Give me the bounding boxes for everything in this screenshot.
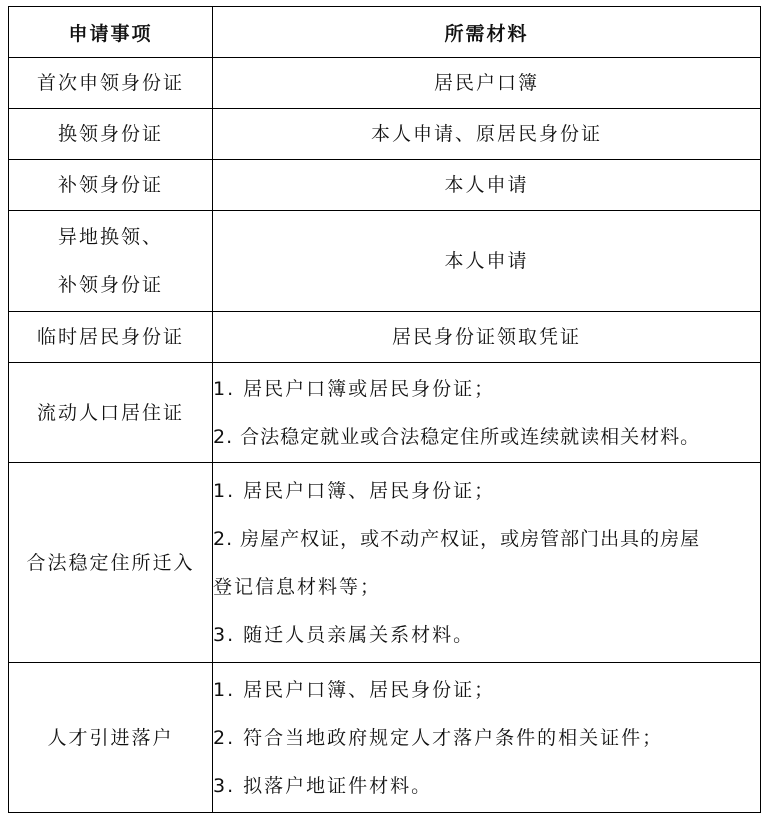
row-materials (213, 58, 761, 109)
row-item (9, 109, 213, 160)
item-text: 补领身份证 (57, 274, 163, 296)
row-item (9, 312, 213, 363)
materials-text: 1. 居民户口簿、居民身份证； (213, 678, 496, 701)
item-text: 换领身份证 (57, 123, 163, 145)
row-materials (213, 109, 761, 160)
materials-text: 居民身份证领取凭证 (391, 326, 581, 348)
row-item (9, 211, 213, 312)
row-materials (213, 663, 761, 813)
header-materials: 所需材料 (213, 7, 761, 58)
materials-text: 登记信息材料等； (213, 575, 382, 598)
header-item: 申请事项 (9, 7, 213, 58)
table-header-row (9, 7, 761, 58)
row-item (9, 160, 213, 211)
table-row (9, 363, 761, 463)
row-item (9, 463, 213, 663)
table-row (9, 211, 761, 312)
row-materials (213, 463, 761, 663)
materials-text: 居民户口簿 (433, 72, 539, 94)
materials-text: 2. 房屋产权证，或不动产权证，或房管部门出具的房屋 (213, 527, 701, 550)
table-row (9, 463, 761, 663)
materials-text: 1. 居民户口簿、居民身份证； (213, 479, 496, 502)
materials-text: 本人申请、原居民身份证 (370, 123, 602, 145)
requirements-table (8, 6, 761, 813)
item-text: 首次申领身份证 (36, 72, 184, 94)
table-row (9, 160, 761, 211)
table-row (9, 109, 761, 160)
row-materials (213, 363, 761, 463)
table-row (9, 663, 761, 813)
row-materials (213, 211, 761, 312)
materials-text: 2. 合法稳定就业或合法稳定住所或连续就读相关材料。 (213, 425, 701, 448)
materials-text: 2. 符合当地政府规定人才落户条件的相关证件； (213, 726, 664, 749)
row-materials (213, 312, 761, 363)
materials-text: 3. 拟落户地证件材料。 (213, 774, 433, 797)
item-text: 流动人口居住证 (36, 401, 184, 424)
item-text: 人才引进落户 (47, 726, 174, 749)
item-text: 补领身份证 (57, 174, 163, 196)
row-item (9, 663, 213, 813)
materials-text: 本人申请 (444, 250, 529, 272)
item-text: 合法稳定住所迁入 (26, 551, 195, 574)
materials-text: 1. 居民户口簿或居民身份证； (213, 377, 496, 400)
row-item (9, 58, 213, 109)
table-row (9, 58, 761, 109)
row-materials (213, 160, 761, 211)
materials-text: 本人申请 (444, 174, 529, 196)
materials-text: 3. 随迁人员亲属关系材料。 (213, 623, 475, 646)
item-text: 临时居民身份证 (36, 326, 184, 348)
row-item (9, 363, 213, 463)
table-row (9, 312, 761, 363)
item-text: 异地换领、 (57, 226, 163, 248)
